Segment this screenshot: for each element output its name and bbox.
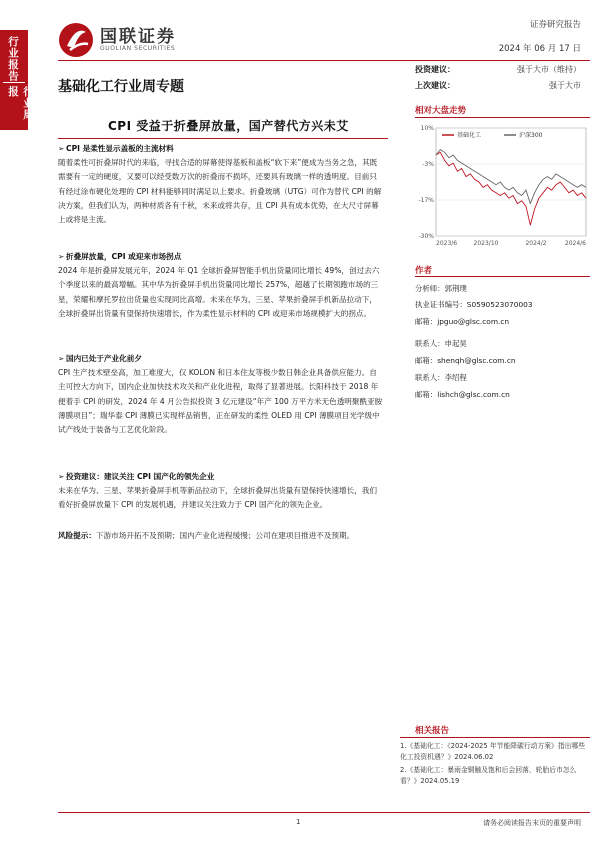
email-label: 邮箱： <box>415 317 438 326</box>
chart-heading: 相对大盘走势 <box>415 106 467 116</box>
contact-label: 联系人： <box>415 339 445 348</box>
report-date: 2024 年 06 月 17 日 <box>498 44 581 54</box>
rating-previous-label: 上次建议： <box>415 81 455 90</box>
y-tick-label: -17% <box>418 197 434 204</box>
contact2-line <box>415 372 467 383</box>
cert-line <box>415 299 533 310</box>
related-report-item[interactable]: 2.《基础化工：暴雨金铜触及饱和后会回落，轮胎后市怎么看？》2024.05.19 <box>400 766 577 785</box>
section-domestic-industrialization <box>58 352 383 437</box>
arrow-bullet-icon: ➢ <box>58 354 65 363</box>
section-heading: ➢ 折叠屏放量，CPI 或迎来市场拐点 <box>58 250 383 264</box>
footer-rule <box>58 812 590 813</box>
related-reports-heading: 相关报告 <box>415 726 450 736</box>
disclaimer-note: 请务必阅读报告末页的重要声明 <box>483 819 581 827</box>
page-title: 基础化工行业周专题 <box>58 79 184 95</box>
email-label: 邮箱： <box>415 390 438 399</box>
risk-text: 下游市场开拓不及预期；国内产业化进程缓慢；公司在建项目推进不及预期。 <box>95 531 355 540</box>
authors-heading: 作者 <box>415 266 433 276</box>
arrow-bullet-icon: ➢ <box>58 252 65 261</box>
x-tick-label: 2023/10 <box>473 240 499 247</box>
analyst-email-line <box>415 316 509 327</box>
x-tick-label: 2024/2 <box>525 240 547 247</box>
section-cpi-material <box>58 142 383 227</box>
contact2-name: 李绍程 <box>444 373 467 382</box>
sidebar-divider <box>3 82 25 83</box>
contact1-line <box>415 338 467 349</box>
cert-label: 执业证书编号： <box>415 300 467 309</box>
title-rule <box>58 138 388 139</box>
section-heading: ➢ 投资建议：建议关注 CPI 国产化的领先企业 <box>58 470 383 484</box>
x-tick-label: 2023/6 <box>436 240 458 247</box>
sidebar-label-weekly: 行业周报 <box>7 86 34 121</box>
chart-heading-rule <box>415 117 590 118</box>
email-label: 邮箱： <box>415 356 438 365</box>
legend-label: 基础化工 <box>457 132 482 139</box>
report-type-sidebar <box>0 30 34 130</box>
contact-label: 联系人： <box>415 373 445 382</box>
relative-performance-chart <box>412 120 592 254</box>
risk-label: 风险提示： <box>58 531 96 540</box>
section-investment-advice <box>58 470 383 513</box>
rating-current-label: 投资建议： <box>415 65 455 74</box>
risk-warning <box>58 529 383 543</box>
legend-label: 沪深300 <box>519 132 543 139</box>
page-number: 1 <box>296 818 301 826</box>
arrow-bullet-icon: ➢ <box>58 144 65 153</box>
contact2-email-line <box>415 389 510 400</box>
analyst-name: 郭荆璞 <box>444 284 467 293</box>
authors-rule <box>415 276 590 277</box>
analyst-label: 分析师： <box>415 284 445 293</box>
related-report-item[interactable]: 1.《基础化工：《2024-2025 年节能降碳行动方案》指出哪些化工投资机遇？》2024.06.02 <box>400 742 586 761</box>
related-rule <box>400 737 590 738</box>
section-heading: ➢ CPI 是柔性显示盖板的主流材料 <box>58 142 383 156</box>
section-body: 未来在华为、三星、苹果折叠屏手机等新品拉动下，全球折叠屏出货量有望保持快速增长，我们看好折叠屏放量下 CPI 的发展机遇，并建议关注致力于 CPI 国产化的领先企业。 <box>58 486 377 510</box>
arrow-bullet-icon: ➢ <box>58 472 65 481</box>
related-reports-list <box>400 741 590 787</box>
rating-current-value: 强于大市（维持） <box>517 65 581 74</box>
section-body: CPI 生产技术壁垒高，加工难度大，仅 KOLON 和日本住友等极少数日韩企业具备供应能力。自主可控大方向下，国内企业加快技术攻关和产业化进程，取得了显著进展。长阳科技于 2018 年便着手 CPI 的研发，2024 年 4 月公告拟投资 3 亿元建设“年产 100 万平方米无色透明聚酰亚胺薄膜项目”；瑞华泰 CPI 薄膜已实现样品销售，正在研发的柔性 OLED 用 CPI 薄膜项目光学级中试产线处于装备与工艺优化阶段。 <box>58 368 383 435</box>
contact1-email[interactable]: shenqh@glsc.com.cn <box>437 356 516 365</box>
report-headline: CPI 受益于折叠屏放量，国产替代方兴未艾 <box>108 119 349 133</box>
section-foldable-ramp <box>58 250 383 321</box>
y-tick-label: -3% <box>422 161 434 168</box>
section-heading: ➢ 国内已处于产业化前夕 <box>58 352 383 366</box>
y-tick-label: 10% <box>420 125 434 132</box>
analyst-email[interactable]: jpguo@glsc.com.cn <box>437 317 510 326</box>
contact1-email-line <box>415 355 516 366</box>
cert-number: S0590523070003 <box>466 300 533 309</box>
brand-name-cn: 国联证券 <box>100 27 176 47</box>
guolian-logo-icon <box>58 22 94 58</box>
series-line-1 <box>436 150 586 204</box>
brand-name-en: GUOLIAN SECURITIES <box>100 45 176 52</box>
header-rule <box>58 60 590 61</box>
rating-previous-value: 强于大市 <box>549 81 581 90</box>
document-type: 证券研究报告 <box>529 20 581 30</box>
contact2-email[interactable]: lishch@glsc.com.cn <box>437 390 510 399</box>
section-body: 随着柔性可折叠屏时代的来临，寻找合适的屏幕使得基板和盖板“软下来”便成为当务之急，其既需要有一定的硬度，又要可以经受数万次的折叠而不损坏，还要具有玻璃一样的透明度。目前只有经过涂布硬化处理的 CPI 材料能够同时满足以上要求。折叠玻璃（UTG）可作为替代 CPI 的解决方案，但我们认为，两种材质各有千秋，未来或将共存，且 CPI 具有成本优势，在大尺寸屏幕上或将是主流。 <box>58 158 382 225</box>
contact1-name: 申起昊 <box>444 339 467 348</box>
analyst-line <box>415 283 467 294</box>
y-tick-label: -30% <box>418 233 434 240</box>
section-body: 2024 年是折叠屏发展元年，2024 年 Q1 全球折叠屏智能手机出货量同比增长 49%，创过去六个季度以来的最高增幅。其中华为折叠屏手机出货量同比增长 257%，超越了长期领跑市场的三星，荣耀和摩托罗拉出货量也实现同比高增。未来在华为、三星、苹果折叠屏手机新品拉动下，全球折叠屏出货量有望保持快速增长，作为柔性显示材料的 CPI 或迎来市场规模扩大的拐点。 <box>58 266 380 318</box>
x-tick-label: 2024/6 <box>564 240 586 247</box>
sidebar-label-industry-report: 行业报告 <box>7 36 19 82</box>
chart-frame <box>436 128 586 236</box>
